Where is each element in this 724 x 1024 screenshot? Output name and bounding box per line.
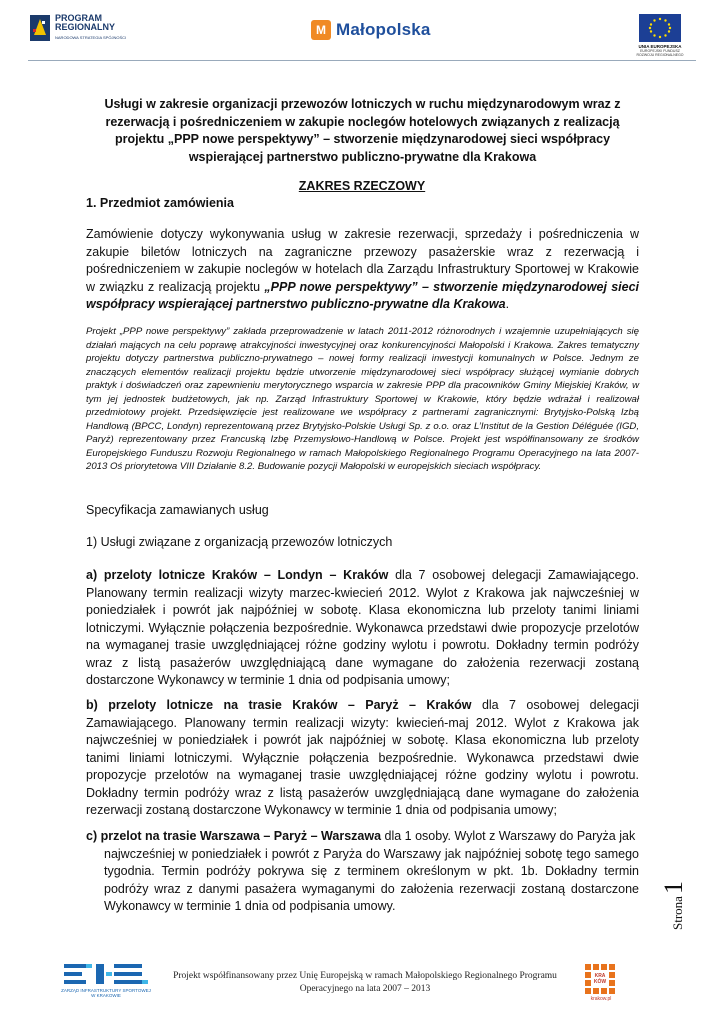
footer-line1: Projekt współfinansowany przez Unię Europejską w ramach Małopolskiego Regionalnego Programu (173, 971, 557, 981)
eu-logo-line2: EUROPEJSKI FUNDUSZ (640, 49, 680, 53)
footer-line2: Operacyjnego na lata 2007 – 2013 (299, 984, 431, 994)
item-a-label: a) przeloty lotnicze Kraków – Londyn – Kraków (86, 568, 389, 582)
eu-logo-line3: ROZWOJU REGIONALNEGO (636, 53, 684, 57)
project-note: Projekt „PPP nowe perspektywy” zakłada przeprowadzenie w latach 2011-2012 różnorodnych i wzajemnie uzupełniających się działań mających na celu poprawę atrakcyjności inwestycyjnej oraz konkurencyjności Małopolski i Krakowa. Zakres tematyczny projektu dotyczy partnerstwa publiczno-prywatnego – nowej formy realizacji inwestycji komunalnych w Polsce. Jednym ze znaczących elementów realizacji projektu będzie utworzenie międzynarodowej sieci współpracy służącej wymianie dobrych praktyk i doświadczeń oraz zapewnieniu merytorycznego wsparcia w zakresie PPP dla pracowników Gminy Miejskiej Kraków, w tym jej jednostek budżetowych, jak np. Zarząd Infrastruktury Sportowej w Krakowie, który będzie wdrażał i realizował przedmiotowy projekt. Przedsięwzięcie jest realizowane we współpracy z partnerami zagranicznymi: Brytyjsko-Polską Izbą Handlową (BPCC, Londyn) reprezentowaną przez Brytyjsko-Polskie Usługi Sp. z o.o. oraz L’Institut de la Gestion Déléguée (IGD, Paryż) reprezentowany przez Francuską Izbę Przemysłowo-Handlową w Polsce. Projekt jest współfinansowany ze środków Europejskiego Funduszu Rozwoju Regionalnego w ramach Małopolskiego Regionalnego Programu Operacyjnego na lata 2007-2013 Oś priorytetowa VIII Działanie 8.2. Budowanie pozycji Małopolski w europejskich sieciach współpracy. (86, 326, 639, 472)
item-b-text: dla 7 osobowej delegacji Zamawiającego. Planowany termin realizacji wizyty: kwiecień-maj 2012. Wylot z Krakowa jak najwcześniej w poniedziałek i powrót jak najpóźniej w sobotę. Klasa ekonomiczna lub przeloty tanimi liniami lotniczymi. Wyłącznie połączenia bezpośrednie. Wykonawca przedstawi dwie propozycje przelotów na wymaganej trasie uwzględniającej różne godziny wylotu i powrotu. Dokładny termin podróży wraz z listą pasażerów uwzględniającą dane wymagane do założenia rezerwacji zostaną dostarczone Wykonawcy w terminie 1 dnia od podpisania umowy; (86, 698, 639, 817)
document-title: Usługi w zakresie organizacji przewozów lotniczych w ruchu międzynarodowym wraz z rezerwacją i pośredniczeniem w zakupie noclegów hotelowych związanych z realizacją projektu „PPP nowe perspektywy” – stworzenie międzynarodowej sieci współpracy wspierającej partnerstwo publiczno-prywatne dla Krakowa (104, 97, 621, 164)
program-logo-line2: REGIONALNY (55, 22, 116, 32)
item-c (86, 828, 639, 916)
spec-heading: Specyfikacja zamawianych usług (86, 503, 269, 517)
krakow-logo-url: krakow.pl (590, 996, 612, 1002)
malopolska-logo (311, 20, 431, 40)
item-b-label: b) przeloty lotnicze na trasie Kraków – Paryż – Kraków (86, 698, 472, 712)
program-logo-sub: NARODOWA STRATEGIA SPÓJNOŚCI (55, 35, 127, 40)
intro-project-name: „PPP nowe perspektywy” – stworzenie międzynarodowej sieci współpracy wspierającej partnerstwo publiczno-prywatne dla Krakowa (86, 279, 639, 311)
intro-text: Zamówienie dotyczy wykonywania usług w zakresie rezerwacji, sprzedaży i pośredniczenia w zakupie biletów lotniczych na zagraniczne przewozy pasażerskie wraz z rezerwacją i pośredniczeniem w zakupie noclegów w hotelach dla Zarządu Infrastruktury Sportowej w Krakowie w związku z realizacją projektu (86, 227, 639, 294)
services-heading: 1) Usługi związane z organizacją przewozów lotniczych (86, 535, 393, 549)
page-number-value: 1 (659, 881, 688, 895)
program-regionalny-logo (30, 14, 126, 42)
item-c-text-first: dla 1 osoby. Wylot z Warszawy do Paryża jak (381, 829, 636, 843)
item-b (86, 697, 639, 820)
eu-logo (630, 14, 690, 57)
zis-logo-text: ZARZĄD INFRASTRUKTURY SPORTOWEJ W KRAKOWIE (61, 988, 151, 998)
eu-logo-line1: UNIA EUROPEJSKA (638, 44, 682, 49)
intro-paragraph (86, 226, 639, 314)
malopolska-logo-text: Małopolska (336, 20, 431, 39)
footer-text (160, 970, 570, 996)
item-c-label: c) przelot na trasie Warszawa – Paryż – Warszawa (86, 829, 382, 843)
intro-end: . (505, 297, 510, 311)
page-header (0, 0, 724, 62)
page-number-label: Strona (670, 896, 685, 930)
section-1-heading: 1. Przedmiot zamówienia (86, 196, 234, 210)
krakow-logo-mark-icon (583, 962, 617, 996)
krakow-logo-text: KRA KÓW (593, 973, 607, 985)
item-a-text: dla 7 osobowej delegacji Zamawiającego. Planowany termin realizacji wizyty marzec-kwiecień 2012. Wylot z Krakowa jak najwcześniej w poniedziałek i powrót jak najpóźniej w sobotę. Klasa ekonomiczna lub przeloty tanimi liniami lotniczymi. Wyłącznie połączenia bezpośrednie. Wykonawca przedstawi dwie propozycje przelotów na wymaganej trasie uwzględniającej różne godziny wylotu i powrotu. Dokładny termin podróży wraz z listą pasażerów uwzględniającą dane wymagane do założenia rezerwacji zostaną dostarczone Wykonawcy w terminie 1 dnia od podpisania umowy; (86, 568, 639, 687)
zis-logo-mark-icon (60, 962, 152, 986)
item-c-text-rest: najwcześniej w poniedziałek i powrót z Paryża do Warszawy jak najpóźniej sobotę tego samego tygodnia. Termin podróży pokrywa się z terminem określonym w pkt. 1b. Dokładny termin podróży wraz z danymi pasażera wymaganymi do założenia rezerwacji zostaną dostarczone Wykonawcy w terminie 1 dnia od podpisania umowy. (104, 846, 639, 913)
section-heading: ZAKRES RZECZOWY (298, 179, 426, 193)
krakow-logo (583, 962, 619, 1002)
page-number (659, 881, 689, 930)
header-divider (28, 60, 696, 61)
item-a (86, 567, 639, 690)
program-logo-line1: PROGRAM (55, 13, 102, 23)
eu-flag-icon (639, 14, 681, 42)
malopolska-mark-icon: M (311, 20, 331, 40)
program-regionalny-mark-icon (30, 15, 50, 41)
zis-logo (60, 962, 152, 998)
